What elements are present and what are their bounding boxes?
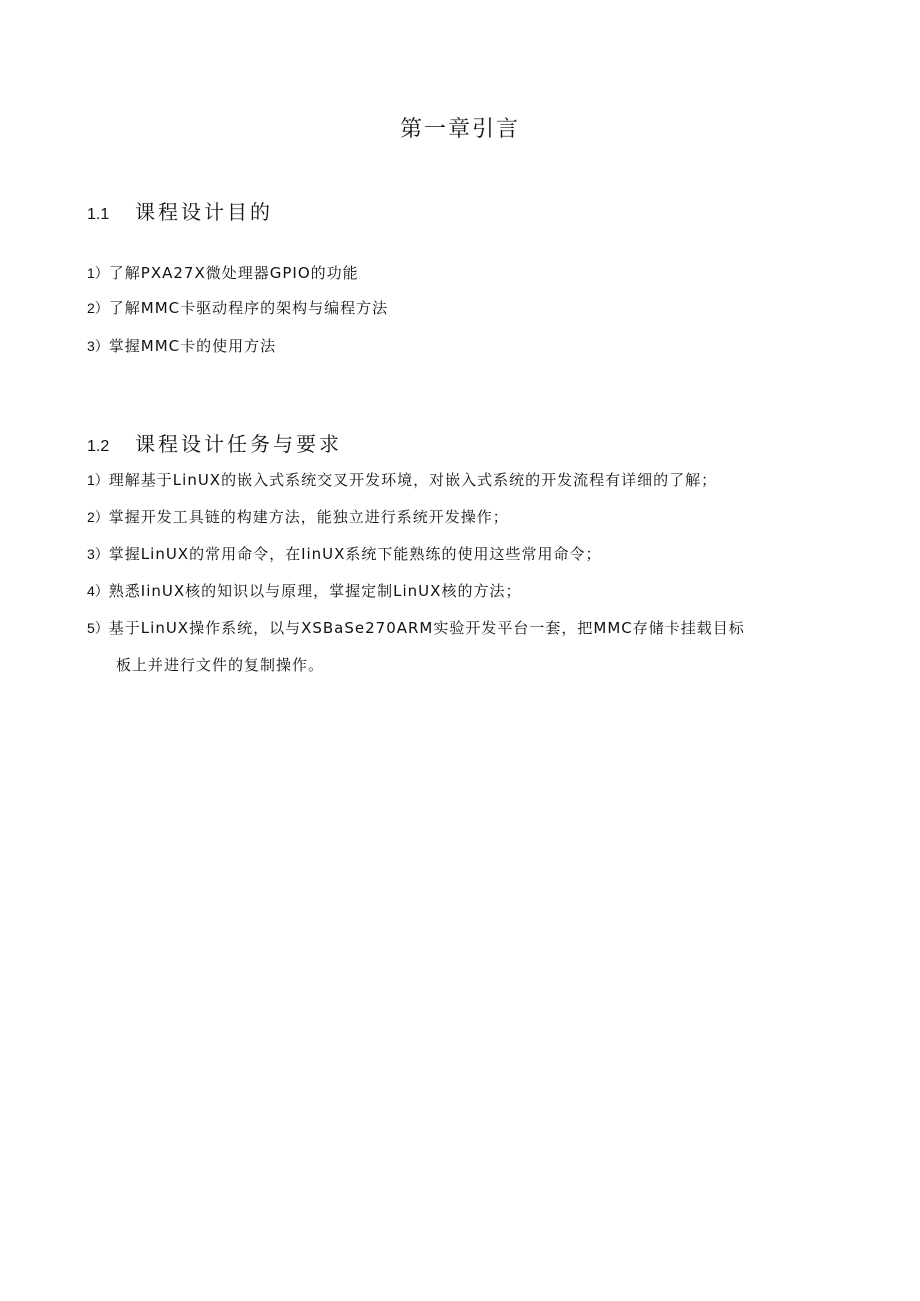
list-item-text: 掌握开发工具链的构建方法，能独立进行系统开发操作；: [108, 508, 509, 526]
list-item: [87, 263, 359, 283]
list-item-text: 掌握LinUX的常用命令，在IinUX系统下能熟练的使用这些常用命令；: [108, 545, 602, 563]
list-item-number: 1）: [87, 472, 109, 488]
section-title: 课程设计目的: [135, 200, 273, 224]
list-item-number: 5）: [87, 620, 109, 636]
list-item-number: 2）: [87, 509, 109, 525]
list-item-text: 掌握MMC卡的使用方法: [108, 337, 277, 355]
list-item: [87, 618, 745, 638]
list-item-text: 理解基于LinUX的嵌入式系统交叉开发环境，对嵌入式系统的开发流程有详细的了解；: [108, 471, 718, 489]
list-item: [87, 470, 717, 490]
chapter-title: 第一章引言: [399, 117, 520, 142]
list-item-continuation: [116, 655, 324, 675]
list-item-number: 1）: [87, 265, 109, 281]
list-item: [87, 336, 276, 356]
section-heading-1-1: [87, 196, 273, 225]
list-item-number: 3）: [87, 338, 109, 354]
list-item-number: 4）: [87, 583, 109, 599]
list-item-text: 板上并进行文件的复制操作。: [116, 656, 325, 674]
list-item: [87, 544, 601, 564]
list-item-text: 了解PXA27X微处理器GPIO的功能: [108, 264, 359, 282]
list-item-text: 了解MMC卡驱动程序的架构与编程方法: [108, 299, 389, 317]
list-item: [87, 298, 388, 318]
section-number: 1.2: [87, 438, 110, 455]
list-item-text: 熟悉IinUX核的知识以与原理，掌握定制LinUX核的方法；: [108, 582, 522, 600]
section-heading-1-2: [87, 428, 342, 457]
list-item-text: 基于LinUX操作系统，以与XSBaSe270ARM实验开发平台一套，把MMC存储卡挂载目标: [108, 619, 745, 637]
list-item-number: 2）: [87, 300, 109, 316]
list-item: [87, 507, 509, 527]
list-item-number: 3）: [87, 546, 109, 562]
section-title: 课程设计任务与要求: [135, 432, 342, 456]
section-number: 1.1: [87, 206, 110, 223]
list-item: [87, 581, 521, 601]
